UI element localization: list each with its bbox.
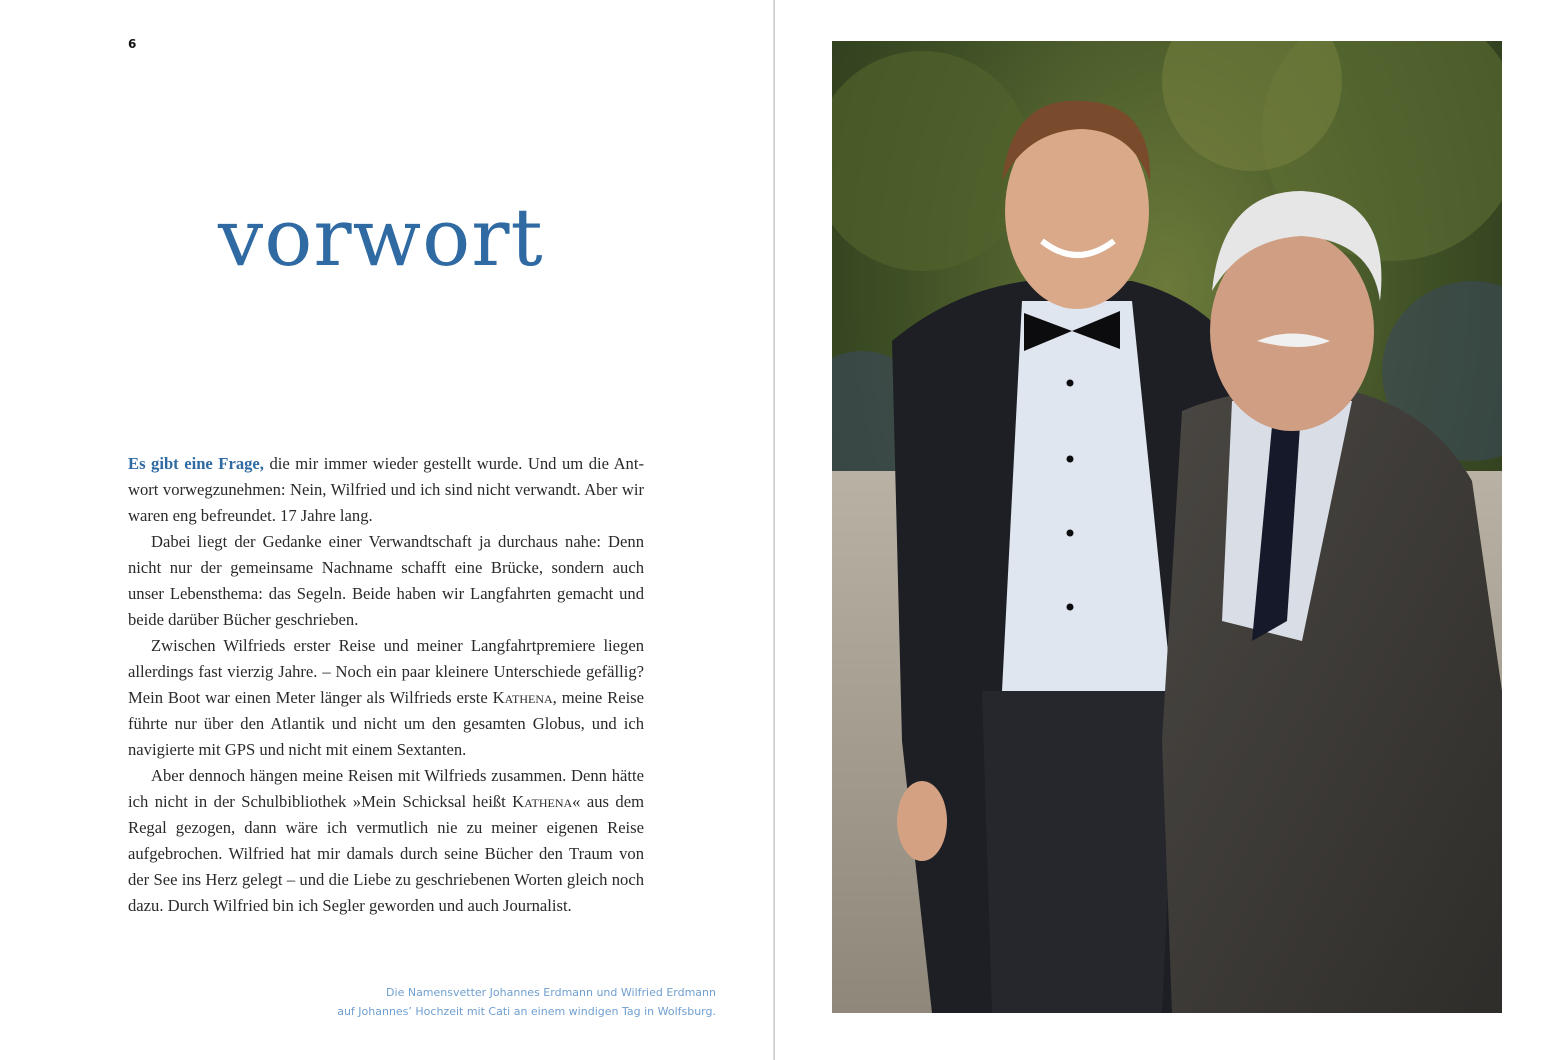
lead-in: Es gibt eine Frage,: [128, 454, 264, 473]
paragraph-4-text-a: Aber dennoch hängen meine Reisen mit Wilfrieds zusammen. Denn hätte ich nicht in der Schulbibliothek »Mein Schicksal heißt: [128, 766, 644, 811]
photo-illustration: [832, 41, 1502, 1013]
portrait-photo: [832, 41, 1502, 1013]
page-number: 6: [128, 37, 137, 51]
paragraph-3-text-b: , meine Reise führte nur über den Atlantik und nicht um den gesamten Globus, und ich navigierte mit GPS und nicht mit einem Sextanten.: [128, 688, 644, 759]
caption-line-1: Die Namensvetter Johannes Erdmann und Wilfried Erdmann: [386, 986, 716, 999]
paragraph-1: [128, 451, 644, 529]
paragraph-2: Dabei liegt der Gedanke einer Verwandtschaft ja durchaus nahe: Denn nicht nur der gemeinsame Nachname schafft eine Brücke, sondern auch unser Lebensthema: das Segeln. Beide haben wir Langfahrten gemacht und beide darüber Bücher geschrieben.: [128, 532, 644, 629]
photo-caption: [296, 983, 716, 1021]
paragraph-3: [128, 633, 644, 763]
body-text: [128, 451, 644, 919]
paragraph-4-text-b: « aus dem Regal gezogen, dann wäre ich vermutlich nie zu meiner eigenen Reise aufgebrochen. Wilfried hat mir damals durch seine Bücher den Traum von der See ins Herz gelegt – und die Liebe zu geschriebenen Worten gleich noch dazu. Durch Wilfried bin ich Segler geworden und auch Journalist.: [128, 792, 644, 915]
right-page: [775, 0, 1548, 1060]
book-title-boat-name: Kathena: [512, 792, 573, 811]
paragraph-3-text-a: Zwischen Wilfrieds erster Reise und meiner Langfahrtpremiere liegen allerdings fast vierzig Jahre. – Noch ein paar kleinere Unterschiede gefällig? Mein Boot war einen Meter länger als Wilfrieds erste: [128, 636, 644, 707]
chapter-title: vorwort: [218, 191, 544, 284]
caption-line-2: auf Johannes’ Hochzeit mit Cati an einem windigen Tag in Wolfsburg.: [337, 1005, 716, 1018]
paragraph-4: [128, 763, 644, 919]
boat-name: Kathena: [492, 688, 553, 707]
paragraph-1-text: die mir immer wieder gestellt wurde. Und um die Antwort vorwegzunehmen: Nein, Wilfried und ich sind nicht verwandt. Aber wir waren eng befreundet. 17 Jahre lang.: [128, 454, 644, 525]
